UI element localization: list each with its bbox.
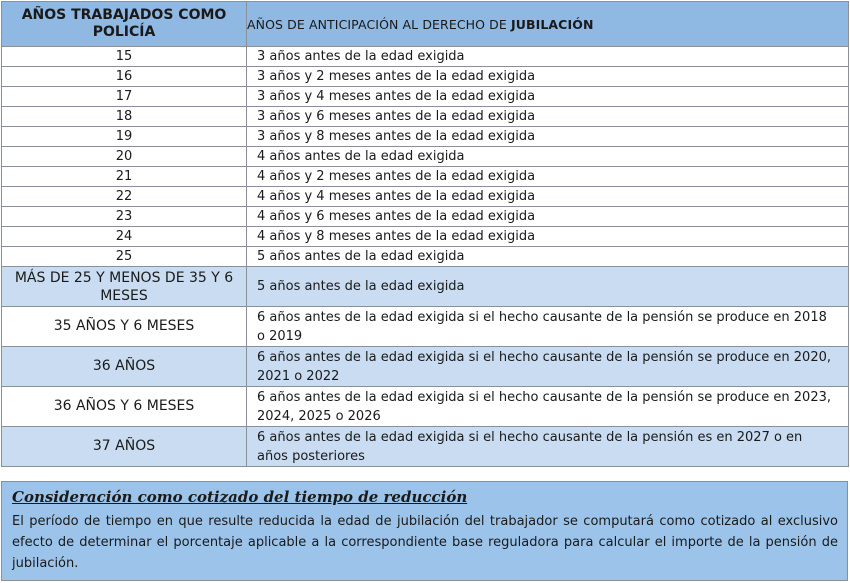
row-advance: 4 años y 6 meses antes de la edad exigida bbox=[247, 207, 849, 227]
row-advance: 6 años antes de la edad exigida si el hecho causante de la pensión se produce en 2018 o 2019 bbox=[247, 307, 849, 347]
row-years: 16 bbox=[2, 67, 247, 87]
row-years: MÁS DE 25 Y MENOS DE 35 Y 6 MESES bbox=[2, 267, 247, 307]
row-years: 21 bbox=[2, 167, 247, 187]
row-years: 36 AÑOS bbox=[2, 347, 247, 387]
table-row bbox=[2, 107, 849, 127]
row-advance: 4 años y 2 meses antes de la edad exigida bbox=[247, 167, 849, 187]
table-header-row bbox=[2, 2, 849, 47]
table-row bbox=[2, 227, 849, 247]
header-advance-text: AÑOS DE ANTICIPACIÓN AL DERECHO DE bbox=[247, 16, 511, 32]
table-row bbox=[2, 267, 849, 307]
table-row bbox=[2, 127, 849, 147]
row-advance: 3 años antes de la edad exigida bbox=[247, 47, 849, 67]
row-years: 20 bbox=[2, 147, 247, 167]
row-years: 22 bbox=[2, 187, 247, 207]
note-box bbox=[1, 481, 848, 581]
table-row bbox=[2, 47, 849, 67]
table-row bbox=[2, 207, 849, 227]
row-years: 15 bbox=[2, 47, 247, 67]
row-advance: 3 años y 8 meses antes de la edad exigida bbox=[247, 127, 849, 147]
table-row bbox=[2, 427, 849, 467]
row-years: 17 bbox=[2, 87, 247, 107]
table-row bbox=[2, 347, 849, 387]
row-advance: 6 años antes de la edad exigida si el hecho causante de la pensión se produce en 2023, 2024, 2025 o 2026 bbox=[247, 387, 849, 427]
row-years: 25 bbox=[2, 247, 247, 267]
row-advance: 4 años y 4 meses antes de la edad exigida bbox=[247, 187, 849, 207]
row-years: 24 bbox=[2, 227, 247, 247]
row-advance: 4 años antes de la edad exigida bbox=[247, 147, 849, 167]
retirement-table bbox=[1, 1, 849, 467]
table-row bbox=[2, 167, 849, 187]
note-title: Consideración como cotizado del tiempo de reducción bbox=[12, 488, 468, 506]
row-advance: 6 años antes de la edad exigida si el hecho causante de la pensión es en 2027 o en años posteriores bbox=[247, 427, 849, 467]
table-row bbox=[2, 187, 849, 207]
row-advance: 3 años y 2 meses antes de la edad exigida bbox=[247, 67, 849, 87]
row-advance: 3 años y 6 meses antes de la edad exigida bbox=[247, 107, 849, 127]
header-advance-years bbox=[247, 2, 849, 47]
row-advance: 3 años y 4 meses antes de la edad exigida bbox=[247, 87, 849, 107]
note-body: El período de tiempo en que resulte reducida la edad de jubilación del trabajador se computará como cotizado al exclusivo efecto de determinar el porcentaje aplicable a la correspondiente base reguladora para calcular el importe de la pensión de jubilación. bbox=[12, 514, 838, 571]
row-years: 23 bbox=[2, 207, 247, 227]
row-years: 18 bbox=[2, 107, 247, 127]
table-row bbox=[2, 147, 849, 167]
row-advance: 5 años antes de la edad exigida bbox=[247, 247, 849, 267]
row-years: 36 AÑOS Y 6 MESES bbox=[2, 387, 247, 427]
row-advance: 5 años antes de la edad exigida bbox=[247, 267, 849, 307]
table-row bbox=[2, 87, 849, 107]
table-row bbox=[2, 307, 849, 347]
row-advance: 6 años antes de la edad exigida si el hecho causante de la pensión se produce en 2020, 2021 o 2022 bbox=[247, 347, 849, 387]
table-row bbox=[2, 67, 849, 87]
header-years-worked: AÑOS TRABAJADOS COMO POLICÍA bbox=[2, 2, 247, 47]
row-years: 19 bbox=[2, 127, 247, 147]
table-row bbox=[2, 247, 849, 267]
header-advance-bold: JUBILACIÓN bbox=[510, 16, 594, 32]
row-years: 37 AÑOS bbox=[2, 427, 247, 467]
row-advance: 4 años y 8 meses antes de la edad exigida bbox=[247, 227, 849, 247]
table-row bbox=[2, 387, 849, 427]
row-years: 35 AÑOS Y 6 MESES bbox=[2, 307, 247, 347]
